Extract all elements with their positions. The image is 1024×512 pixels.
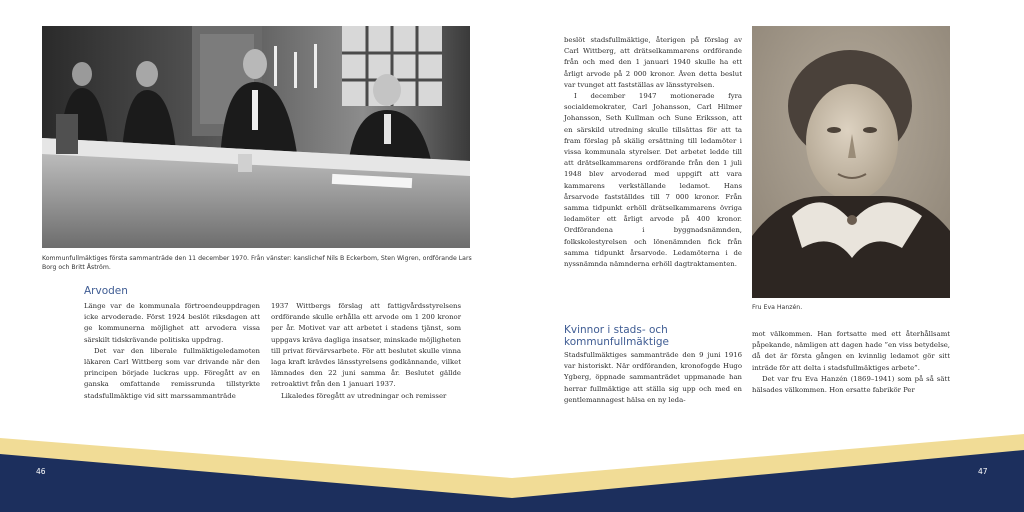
paragraph: mot välkommen. Han fortsatte med ett återhållsamt påpekande, nämligen att dagen hade ”en viss betydelse, då det är första gången en kvinnlig ledamot gör sitt inträde för att delta i stadsfullmäktiges arbete”.: [752, 330, 950, 372]
paragraph: Länge var de kommunala förtroendeuppdragen icke arvoderade. Först 1924 beslöt riksdagen att ge kommunerna möjlighet att arvodera vissa särskilt tidskrävande politiska uppdrag.: [84, 302, 260, 344]
portrait-photo: [752, 26, 950, 298]
photo-caption: Kommunfullmäktiges första sammanträde den 11 december 1970. Från vänster: kanslichef Nils B Eckerbom, Sten Wigren, ordförande Lars Borg och Britt Åström.: [42, 255, 472, 271]
section-heading-arvoden: Arvoden: [84, 285, 128, 297]
footer-wave-decoration: [0, 420, 1024, 512]
text-column-2: [271, 301, 461, 402]
paragraph: beslöt stadsfullmäktige, återigen på förslag av Carl Wittberg, att drätselkammarens ordförande från och med den 1 januari 1940 skulle ha ett årligt arvode på 2 000 kronor. Även detta beslut var tvunget att fastställas av länsstyrelsen.: [564, 36, 742, 89]
text-column-1: [84, 301, 260, 402]
council-meeting-photo: [42, 26, 470, 248]
page-number-right: 47: [978, 467, 988, 476]
section-heading-kvinnor: Kvinnor i stads- och kommunfullmäktige: [564, 324, 669, 348]
text-column-3-bottom: [564, 350, 742, 406]
text-column-4: [752, 329, 950, 396]
paragraph: Det var fru Eva Hanzén (1869–1941) som på så sätt hälsades välkommen. Hon ersatte fabrikör Per: [752, 374, 950, 395]
paragraph: Stadsfullmäktiges sammanträde den 9 juni 1916 var historiskt. När ordföranden, kronofogde Hugo Ygberg, öppnade sammanträdet uppmanade han herrar fullmäktige att ställa sig upp och med en gentlemannagest hälsa en ny leda-: [564, 351, 742, 404]
paragraph: 1937 Wittbergs förslag att fattigvårdsstyrelsens ordförande skulle erhålla ett arvode om 1 200 kronor per år. Motivet var att arbetet i stadens tjänst, som uppgavs kräva dagliga insatser, minskade möjligheten till privat förvärvsarbete. För att beslutet skulle vinna laga kraft krävdes länsstyrelsens godkännande, vilket lämnades den 22 juni samma år. Beslutet gällde retroaktivt från den 1 januari 1937.: [271, 302, 461, 389]
paragraph: Det var den liberale fullmäktigeledamoten läkaren Carl Wittberg som var drivande när den principen började luckras upp. Föregått av en ganska omfattande remissrunda tillstyrkte stadsfullmäktige vid sitt marssammanträde: [84, 346, 260, 400]
paragraph: Likaledes föregått av utredningar och remisser: [281, 391, 447, 400]
page-number-left: 46: [36, 467, 46, 476]
paragraph: I december 1947 motionerade fyra socialdemokrater, Carl Johansson, Carl Hilmer Johansson, Seth Kullman och Sune Eriksson, att en särskild utredning skulle tillsättas för att ta fram förslag på skälig ersättning till ledamöter i vissa kommunala styrelser. Det arbetet ledde till att drätselkammarens ordförande från den 1 juli 1948 blev arvoderad med uppgift att vara kammarens verkställande ledamot. Hans årsarvode fastställdes till 7 000 kronor. Från samma tidpunkt erhöll drätselkammarens övriga ledamöter ett årligt arvode på 400 kronor. Ordförandena i byggnadsnämnden, folkskolestyrelsen och lönenämnden fick från samma tidpunkt årsarvode. Ledamöterna i de nyssnämnda nämnderna erhöll dagtraktamenten.: [564, 92, 742, 269]
text-column-3: [564, 35, 742, 270]
portrait-caption: Fru Eva Hanzén.: [752, 304, 803, 311]
